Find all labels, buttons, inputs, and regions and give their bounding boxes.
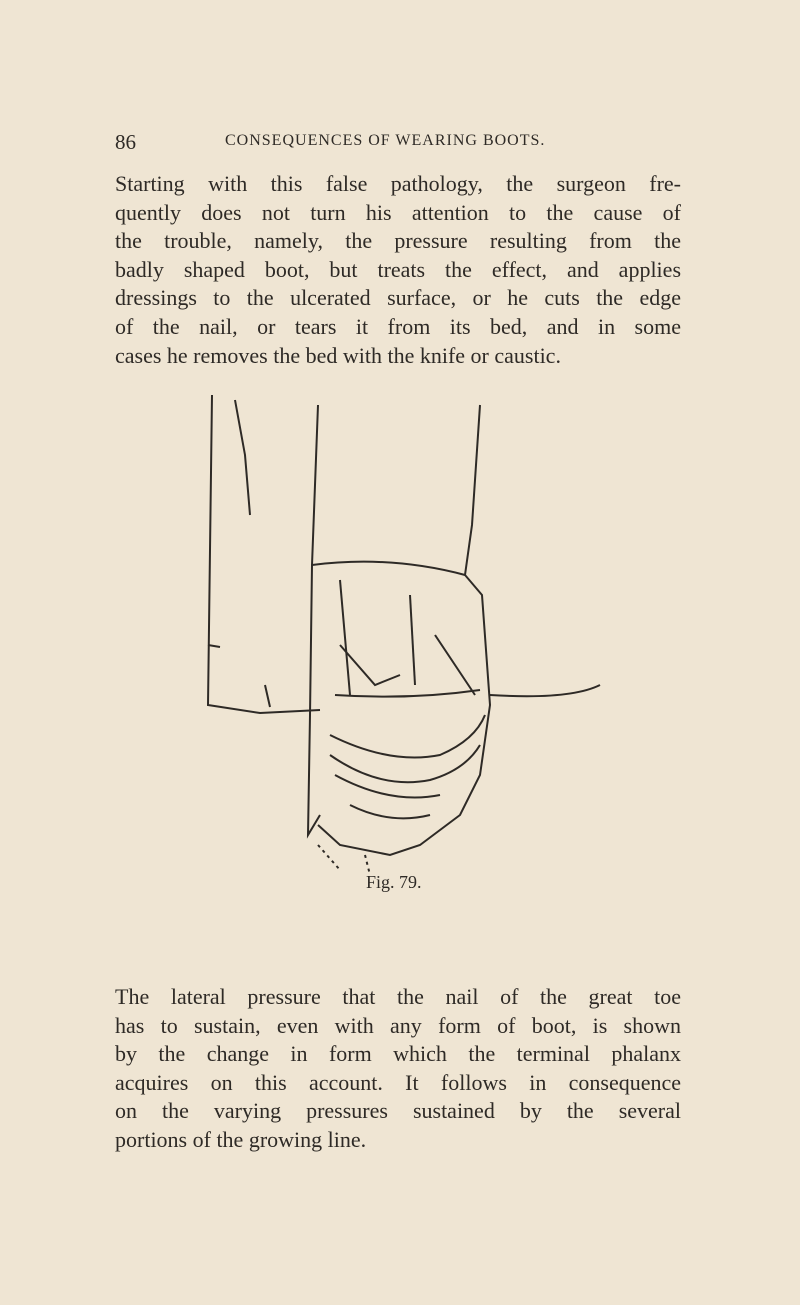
text-line: of the nail, or tears it from its bed, and in some: [115, 313, 681, 339]
text-line: dressings to the ulcerated surface, or he cuts the edge: [115, 285, 681, 311]
text-line: the trouble, namely, the pressure resulting from the: [115, 228, 681, 254]
text-line: quently does not turn his attention to the cause of: [115, 199, 681, 225]
paragraph-1: [115, 170, 681, 370]
text-line: by the change in form which the terminal phalanx: [115, 1041, 681, 1067]
figure-caption: Fig. 79.: [366, 872, 422, 892]
text-line: acquires on this account. It follows in consequence: [115, 1069, 681, 1095]
text-line: The lateral pressure that the nail of the great toe: [115, 984, 681, 1009]
running-title: CONSEQUENCES OF WEARING BOOTS.: [225, 132, 546, 149]
toe-nail-illustration: [190, 395, 730, 875]
text-line: has to sustain, even with any form of boot, is shown: [115, 1012, 681, 1038]
text-line: badly shaped boot, but treats the effect, and applies: [115, 256, 681, 282]
text-line: portions of the growing line.: [115, 1126, 367, 1152]
text-line: Starting with this false pathology, the surgeon fre-: [115, 171, 681, 196]
page-number: 86: [115, 130, 136, 154]
text-line: on the varying pressures sustained by the several: [115, 1098, 681, 1124]
text-line: cases he removes the bed with the knife or caustic.: [115, 342, 561, 368]
paragraph-2: [115, 983, 681, 1155]
